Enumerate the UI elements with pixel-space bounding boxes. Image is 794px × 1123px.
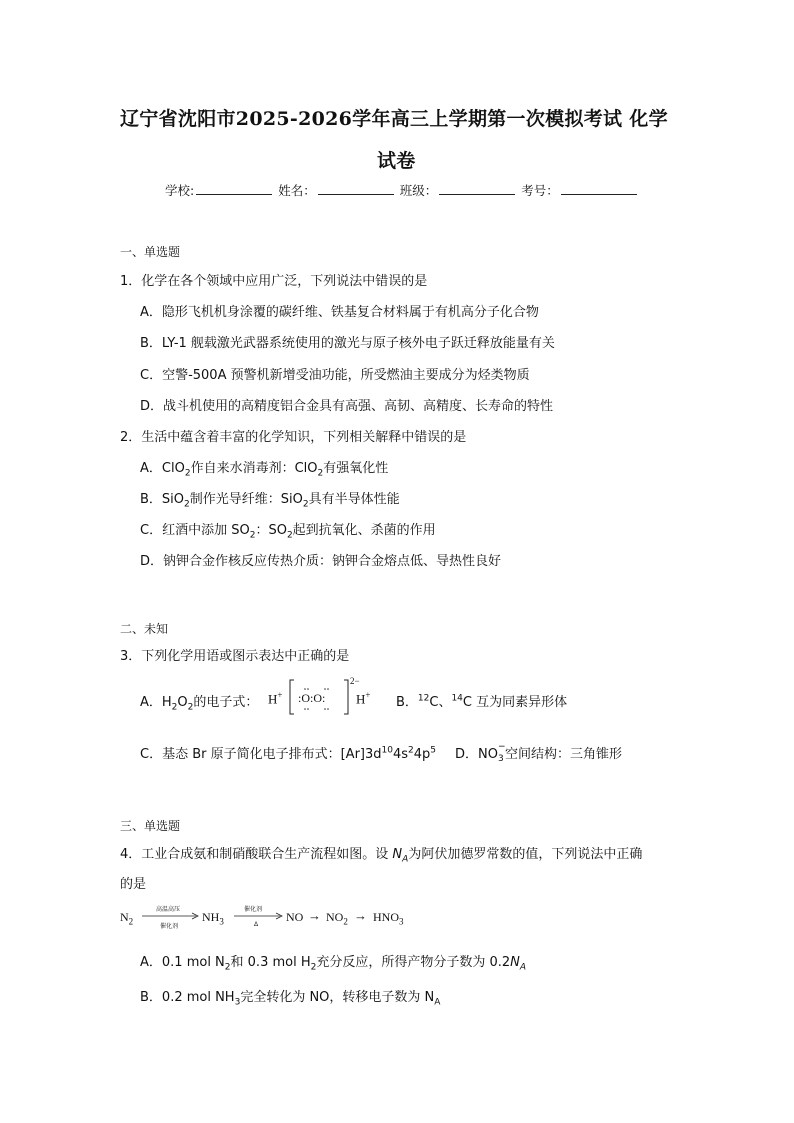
q4-a-text-1: A．0.1 mol N: [140, 955, 225, 970]
exam-number-blank: [561, 182, 637, 195]
q2-a-sub-2: 2: [317, 468, 324, 479]
name-blank: [318, 182, 394, 195]
q2-c-sub-1: 2: [249, 530, 256, 541]
q1-option-a: A．隐形飞机机身涂覆的碳纤维、铁基复合材料属于有机高分子化合物: [140, 305, 539, 320]
student-info-line: [165, 181, 639, 199]
q2-option-c: [140, 519, 436, 541]
q4-b-text-1: B．0.2 mol NH: [140, 990, 235, 1005]
q3-option-b: [396, 691, 567, 710]
q3-b-sup-12: 12: [417, 693, 430, 704]
formula-h-right: H+: [356, 690, 371, 707]
formula-charge: 2−: [350, 676, 360, 686]
section-heading-3: 三、单选题: [120, 819, 181, 833]
q3-option-a-label: [140, 691, 258, 713]
q3-a-text-3: 的电子式：: [193, 695, 259, 710]
q3-a-sub-1: 2: [171, 702, 178, 713]
class-label: 班级：: [399, 183, 438, 198]
q4-flow-diagram: [120, 904, 420, 930]
q3-c-text-4s: 4s: [392, 747, 409, 762]
page-title-line1: 辽宁省沈阳市2025-2026学年高三上学期第一次模拟考试 化学: [120, 108, 668, 130]
exam-number-label: 考号：: [521, 183, 559, 198]
q2-b-sub-2: 2: [302, 499, 309, 510]
q3-d-sup-minus: −: [497, 742, 506, 752]
q2-b-text-1: B．SiO: [140, 492, 185, 507]
q3-electron-formula: [268, 676, 378, 718]
q4-a-na: N: [510, 955, 520, 970]
q3-c-sup-5: 5: [430, 745, 437, 756]
q3-d-text-1: D．NO: [455, 747, 498, 762]
q4-stem-text-2: 为阿伏加德罗常数的值，下列说法中正确: [408, 847, 643, 862]
q2-c-text-2: ：SO: [255, 523, 287, 538]
flow-arrow-4: →: [354, 908, 367, 923]
q2-a-text-2: 作自来水消毒剂：ClO: [190, 461, 318, 476]
section-heading-2: 二、未知: [120, 622, 169, 636]
section-heading-1: 一、单选题: [120, 245, 181, 259]
q3-b-text-3: C 互为同素异形体: [462, 695, 568, 710]
q3-b-text-2: C、: [429, 695, 452, 710]
q4-na-symbol: N: [392, 847, 403, 862]
flow-no2: $NO_2$: [326, 910, 348, 927]
q3-c-text-1: C．基态 Br 原子简化电子排布式：[Ar]3d: [140, 747, 382, 762]
q2-b-text-3: 具有半导体性能: [308, 492, 400, 507]
flow-arrow1-bottom-label: 催化剂: [160, 923, 179, 930]
flow-arrow2-top-label: 催化剂: [244, 906, 263, 913]
q1-option-d: D．战斗机使用的高精度铝合金具有高强、高韧、高精度、长寿命的特性: [140, 399, 554, 414]
q2-option-a: [140, 457, 388, 479]
q2-b-text-2: 制作光导纤维：SiO: [189, 492, 303, 507]
flow-arrow-3: →: [308, 908, 321, 923]
q2-c-text-3: 起到抗氧化、杀菌的作用: [292, 523, 436, 538]
name-label: 姓名：: [278, 183, 316, 198]
flow-arrow-1: [142, 912, 200, 920]
q2-a-text-1: A．ClO: [140, 461, 185, 476]
formula-oxygen-pair: :O:O:: [298, 691, 326, 705]
q4-a-text-2: 和 0.3 mol H: [230, 955, 311, 970]
q2-a-text-3: 有强氧化性: [323, 461, 389, 476]
q3-a-text-2: O: [177, 695, 188, 710]
flow-arrow1-top-label: 高温高压: [156, 906, 181, 913]
q4-a-text-3: 充分反应，所得产物分子数为 0.2: [316, 955, 511, 970]
q4-option-a: [140, 951, 526, 973]
question-4-stem-line2: 的是: [120, 877, 147, 892]
q3-b-text-1: B．: [396, 695, 418, 710]
q4-b-text-2: 完全转化为 NO，转移电子数为 N: [240, 990, 435, 1005]
q2-c-sub-2: 2: [286, 530, 293, 541]
q2-c-text-1: C．红酒中添加 SO: [140, 523, 250, 538]
question-3-stem: 3．下列化学用语或图示表达中正确的是: [120, 649, 350, 664]
q2-option-b: [140, 488, 400, 510]
flow-n2: $N_2$: [120, 910, 134, 927]
q4-b-na-sub: A: [434, 997, 441, 1008]
q1-option-c: C．空警-500A 预警机新增受油功能，所受燃油主要成分为烃类物质: [140, 368, 530, 383]
flow-arrow-2: [234, 912, 284, 920]
q3-b-sup-14: 14: [451, 693, 463, 704]
q4-a-na-sub: A: [519, 962, 527, 973]
q3-c-sup-10: 10: [381, 745, 393, 756]
question-2-stem: 2．生活中蕴含着丰富的化学知识，下列相关解释中错误的是: [120, 430, 467, 445]
q4-option-b: [140, 986, 440, 1008]
q2-option-d: D．钠钾合金作核反应传热介质：钠钾合金熔点低、导热性良好: [140, 554, 502, 569]
q4-b-sub-1: 3: [234, 997, 241, 1008]
q4-na-sub: A: [402, 854, 409, 865]
q3-option-c: [140, 743, 436, 762]
flow-nh3: $NH_3$: [202, 910, 224, 927]
flow-arrow2-bottom-label: Δ: [254, 921, 259, 928]
question-1-stem: 1．化学在各个领域中应用广泛，下列说法中错误的是: [120, 274, 428, 289]
q2-a-sub-1: 2: [184, 468, 191, 479]
flow-no: NO: [286, 910, 304, 924]
school-label: 学校:: [165, 183, 195, 198]
class-blank: [439, 182, 515, 195]
q3-d-text-2: 空间结构：三角锥形: [504, 747, 622, 762]
page-title-line2: 试卷: [377, 150, 416, 172]
q1-option-b: B．LY-1 舰载激光武器系统使用的激光与原子核外电子跃迁释放能量有关: [140, 336, 555, 351]
q3-option-d: [455, 743, 622, 762]
q3-a-sub-2: 2: [187, 702, 194, 713]
q4-a-sub-2: 2: [310, 962, 317, 973]
school-blank: [196, 182, 272, 195]
q3-c-sup-2: 2: [408, 745, 414, 756]
question-4-stem-line1: [120, 843, 642, 865]
flow-hno3: $HNO_3$: [373, 910, 404, 927]
q3-d-sub-3: 3: [497, 754, 504, 764]
q4-a-sub-1: 2: [224, 962, 231, 973]
q3-a-text-1: A．H: [140, 695, 172, 710]
q4-stem-text-1: 4．工业合成氨和制硝酸联合生产流程如图。设: [120, 847, 393, 862]
q3-c-text-4p: 4p: [413, 747, 431, 762]
formula-h-left: H+: [268, 690, 283, 707]
q2-b-sub-1: 2: [184, 499, 190, 510]
